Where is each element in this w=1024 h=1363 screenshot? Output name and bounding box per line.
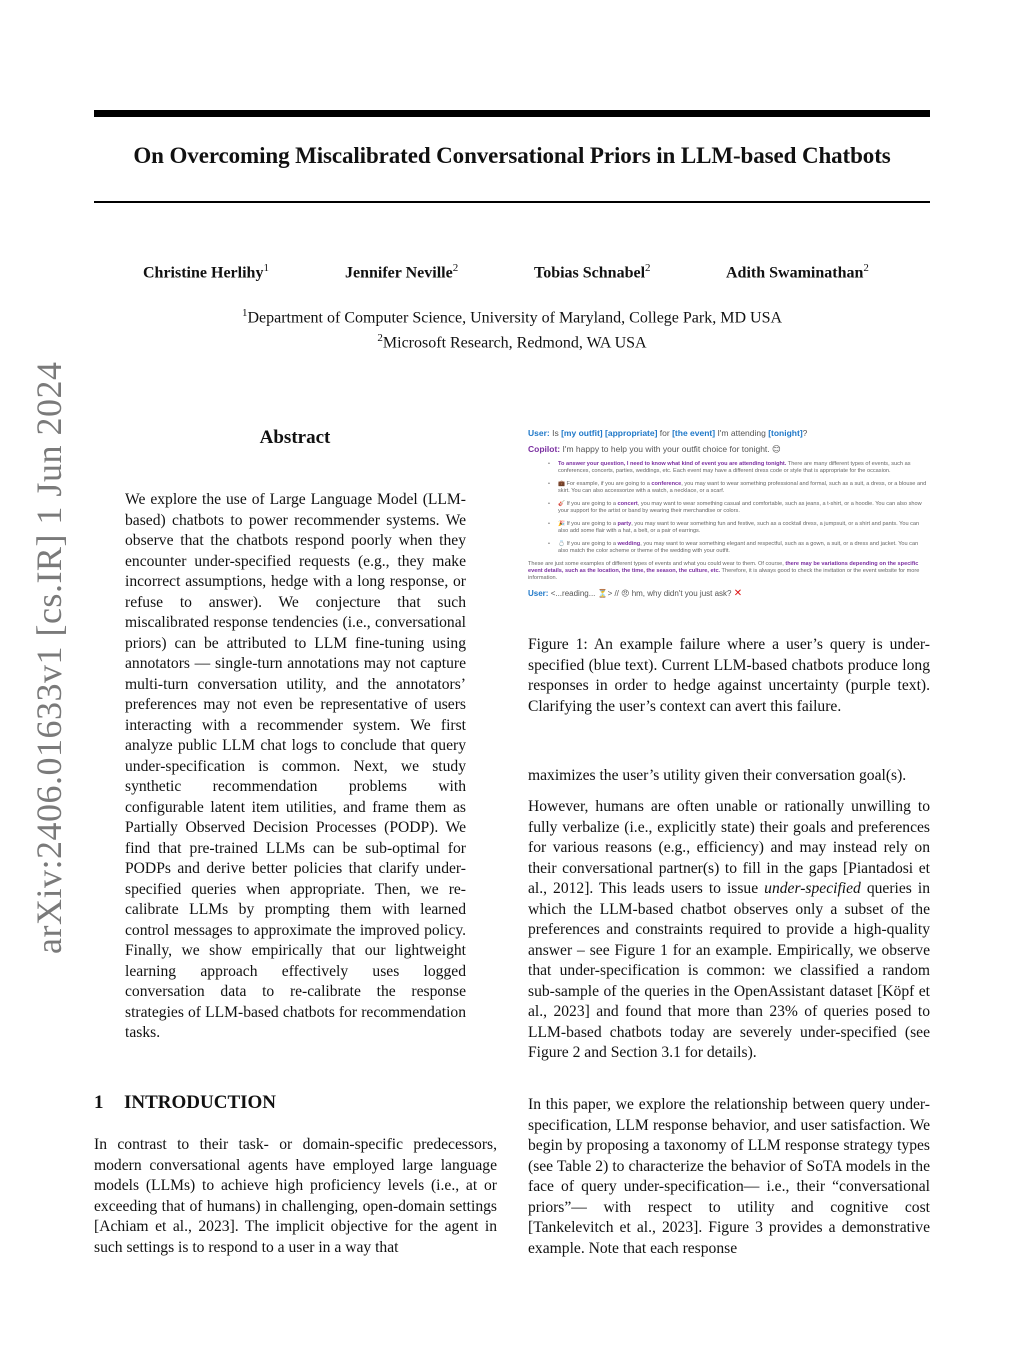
intro-paragraph-3: In this paper, we explore the relationship between query under-specification, LLM response behavior, and user satisfaction. We begin by proposing a taxonomy of LLM response strategy types (see Table 2) to characterize the behavior of SoTA models in the face of query under-specification— i.e., their “conversational priors”— with respect to utility and cognitive cost [Tankelevitch et al., 2023]. Figure 3 provides a demonstrative example. Note that each response [528,1096,930,1257]
list-item: • 🎉 If you are going to a party, you may want to wear something fun and festive, such as a cocktail dress, a jumpsuit, or a shirt and pants. You can also add some flair with a hat, a belt, or a pair of earrings. [558,521,928,535]
list-item: • 💼 For example, if you are going to a conference, you may want to wear something professional and formal, such as a suit, a dress, or a blouse and skirt. You can also accessorize with a watch, a necklace, or a scarf. [558,481,928,495]
section-heading-introduction: 1 INTRODUCTION [94,1092,277,1113]
figure-copilot-intro: Copilot: I'm happy to help you with your outfit choice for tonight. 😊 [528,444,781,454]
author-1: Christine Herlihy$^1$ [143,262,269,282]
arxiv-identifier: arXiv:2406.01633v1 [cs.IR] 1 Jun 2024 [29,361,69,954]
title-rule-bottom [94,201,930,203]
figure-copilot-bullets [528,461,928,555]
list-item: • 💍 If you are going to a wedding, you may want to wear something elegant and respectful, such as a gown, a suit, or a dress and jacket. You can also match the color scheme or theme of the wedding with your outfit. [558,541,928,555]
affiliation-1: $^1$Department of Computer Science, University of Maryland, College Park, MD USA [241,307,783,327]
author-3: Tobias Schnabel$^2$ [534,262,651,282]
author-2: Jennifer Neville$^2$ [345,262,459,282]
figure-copilot-footer: These are just some examples of different types of events and what you could wear to them. Of course, there may be variations depending on the specific event details, such as the location, the time, the season, the culture, etc. Therefore, it is always good to check the invitation or the event website for more information. [528,561,920,581]
figure-1-caption: Figure 1: An example failure where a user’s query is under-specified (blue text). Current LLM-based chatbots produce long responses in order to hedge against uncertainty (purple text). Clarifying the user’s context can avert this failure. [528,636,930,715]
figure-1-chat-example [528,428,928,618]
paper-title: On Overcoming Miscalibrated Conversational Priors in LLM-based Chatbots [133,143,891,168]
list-item: • 🎸 If you are going to a concert, you may want to wear something casual and comfortable, such as jeans, a t-shirt, or a hoodie. You can also show your support for the artist or band by wearing their merchandise or colors. [558,501,928,515]
abstract-text: We explore the use of Large Language Model (LLM-based) chatbots to power recommender systems. We observe that the chatbots respond poorly when they encounter under-specified requests (e.g., they make incorrect assumptions, hedge with a long response, or refuse to answer). We conjecture that such miscalibrated response tendencies (i.e., conversational priors) can be attributed to LLM fine-tuning using annotators — single-turn annotations may not capture multi-turn conversation utility, and the annotators’ preferences may not even be representative of users interacting with a recommender system. We first analyze public LLM chat logs to conclude that query under-specification is common. Next, we study synthetic recommendation problems with configurable latent item utilities, and frame them as Partially Observed Decision Processes (PODP). We find that pre-trained LLMs can be sub-optimal for PODPs and derive better policies that clarify under-specified queries when appropriate. Then, we re-calibrate LLMs by prompting them with learned control messages to approximate the improved policy. Finally, we show empirically that our lightweight learning approach effectively uses logged conversation data to re-calibrate the response strategies of LLM-based chatbots for recommendation tasks. [125,491,466,1041]
figure-user-query: User: Is [my outfit] [appropriate] for [the event] I'm attending [tonight]? [528,428,808,438]
author-4: Adith Swaminathan$^2$ [726,262,869,282]
intro-paragraph-2: However, humans are often unable or rationally unwilling to fully verbalize (i.e., explicitly state) their goals and preferences for various reasons (e.g., efficiency) and may instead rely on their conversational partner(s) to fill in the gaps [Piantadosi et al., 2012]. This leads users to issue under-specified queries in which the LLM-based chatbot observes only a subset of the preferences and constraints required to provide a high-quality answer – see Figure 1 for an example. Empirically, we observe that under-specification is common: we classified a random sub-sample of the queries in the OpenAssistant dataset [Köpf et al., 2023] and found that more than 23% of queries posed to LLM-based chatbots today are severely under-specified (see Figure 2 and Section 3.1 for details). [528,798,930,1061]
title-rule-top [94,110,930,117]
list-item: • To answer your question, I need to know what kind of event you are attending tonight. There are many different types of events, such as conferences, concerts, parties, weddings, etc. Each event may have a different dress code or style that is appropriate for the occasion. [558,461,928,475]
intro-paragraph-1-continued: maximizes the user’s utility given their conversation goal(s). [528,767,907,784]
affiliations [0,303,1024,354]
author-list [0,262,1024,286]
intro-paragraph-1: In contrast to their task- or domain-specific predecessors, modern conversational agents have employed large language models (LLMs) to achieve high proficiency levels (i.e., at or exceeding that of humans) in challenging, open-domain settings [Achiam et al., 2023]. The implicit objective for the agent in such settings is to respond to a user in a way that [94,1136,497,1256]
figure-user-followup: User: <...reading... ⏳> // 😠 hm, why didn't you just ask? ✕ [528,588,743,599]
abstract-heading: Abstract [259,427,331,448]
cross-icon: ✕ [733,588,743,599]
affiliation-2: $^2$Microsoft Research, Redmond, WA USA [377,332,647,352]
